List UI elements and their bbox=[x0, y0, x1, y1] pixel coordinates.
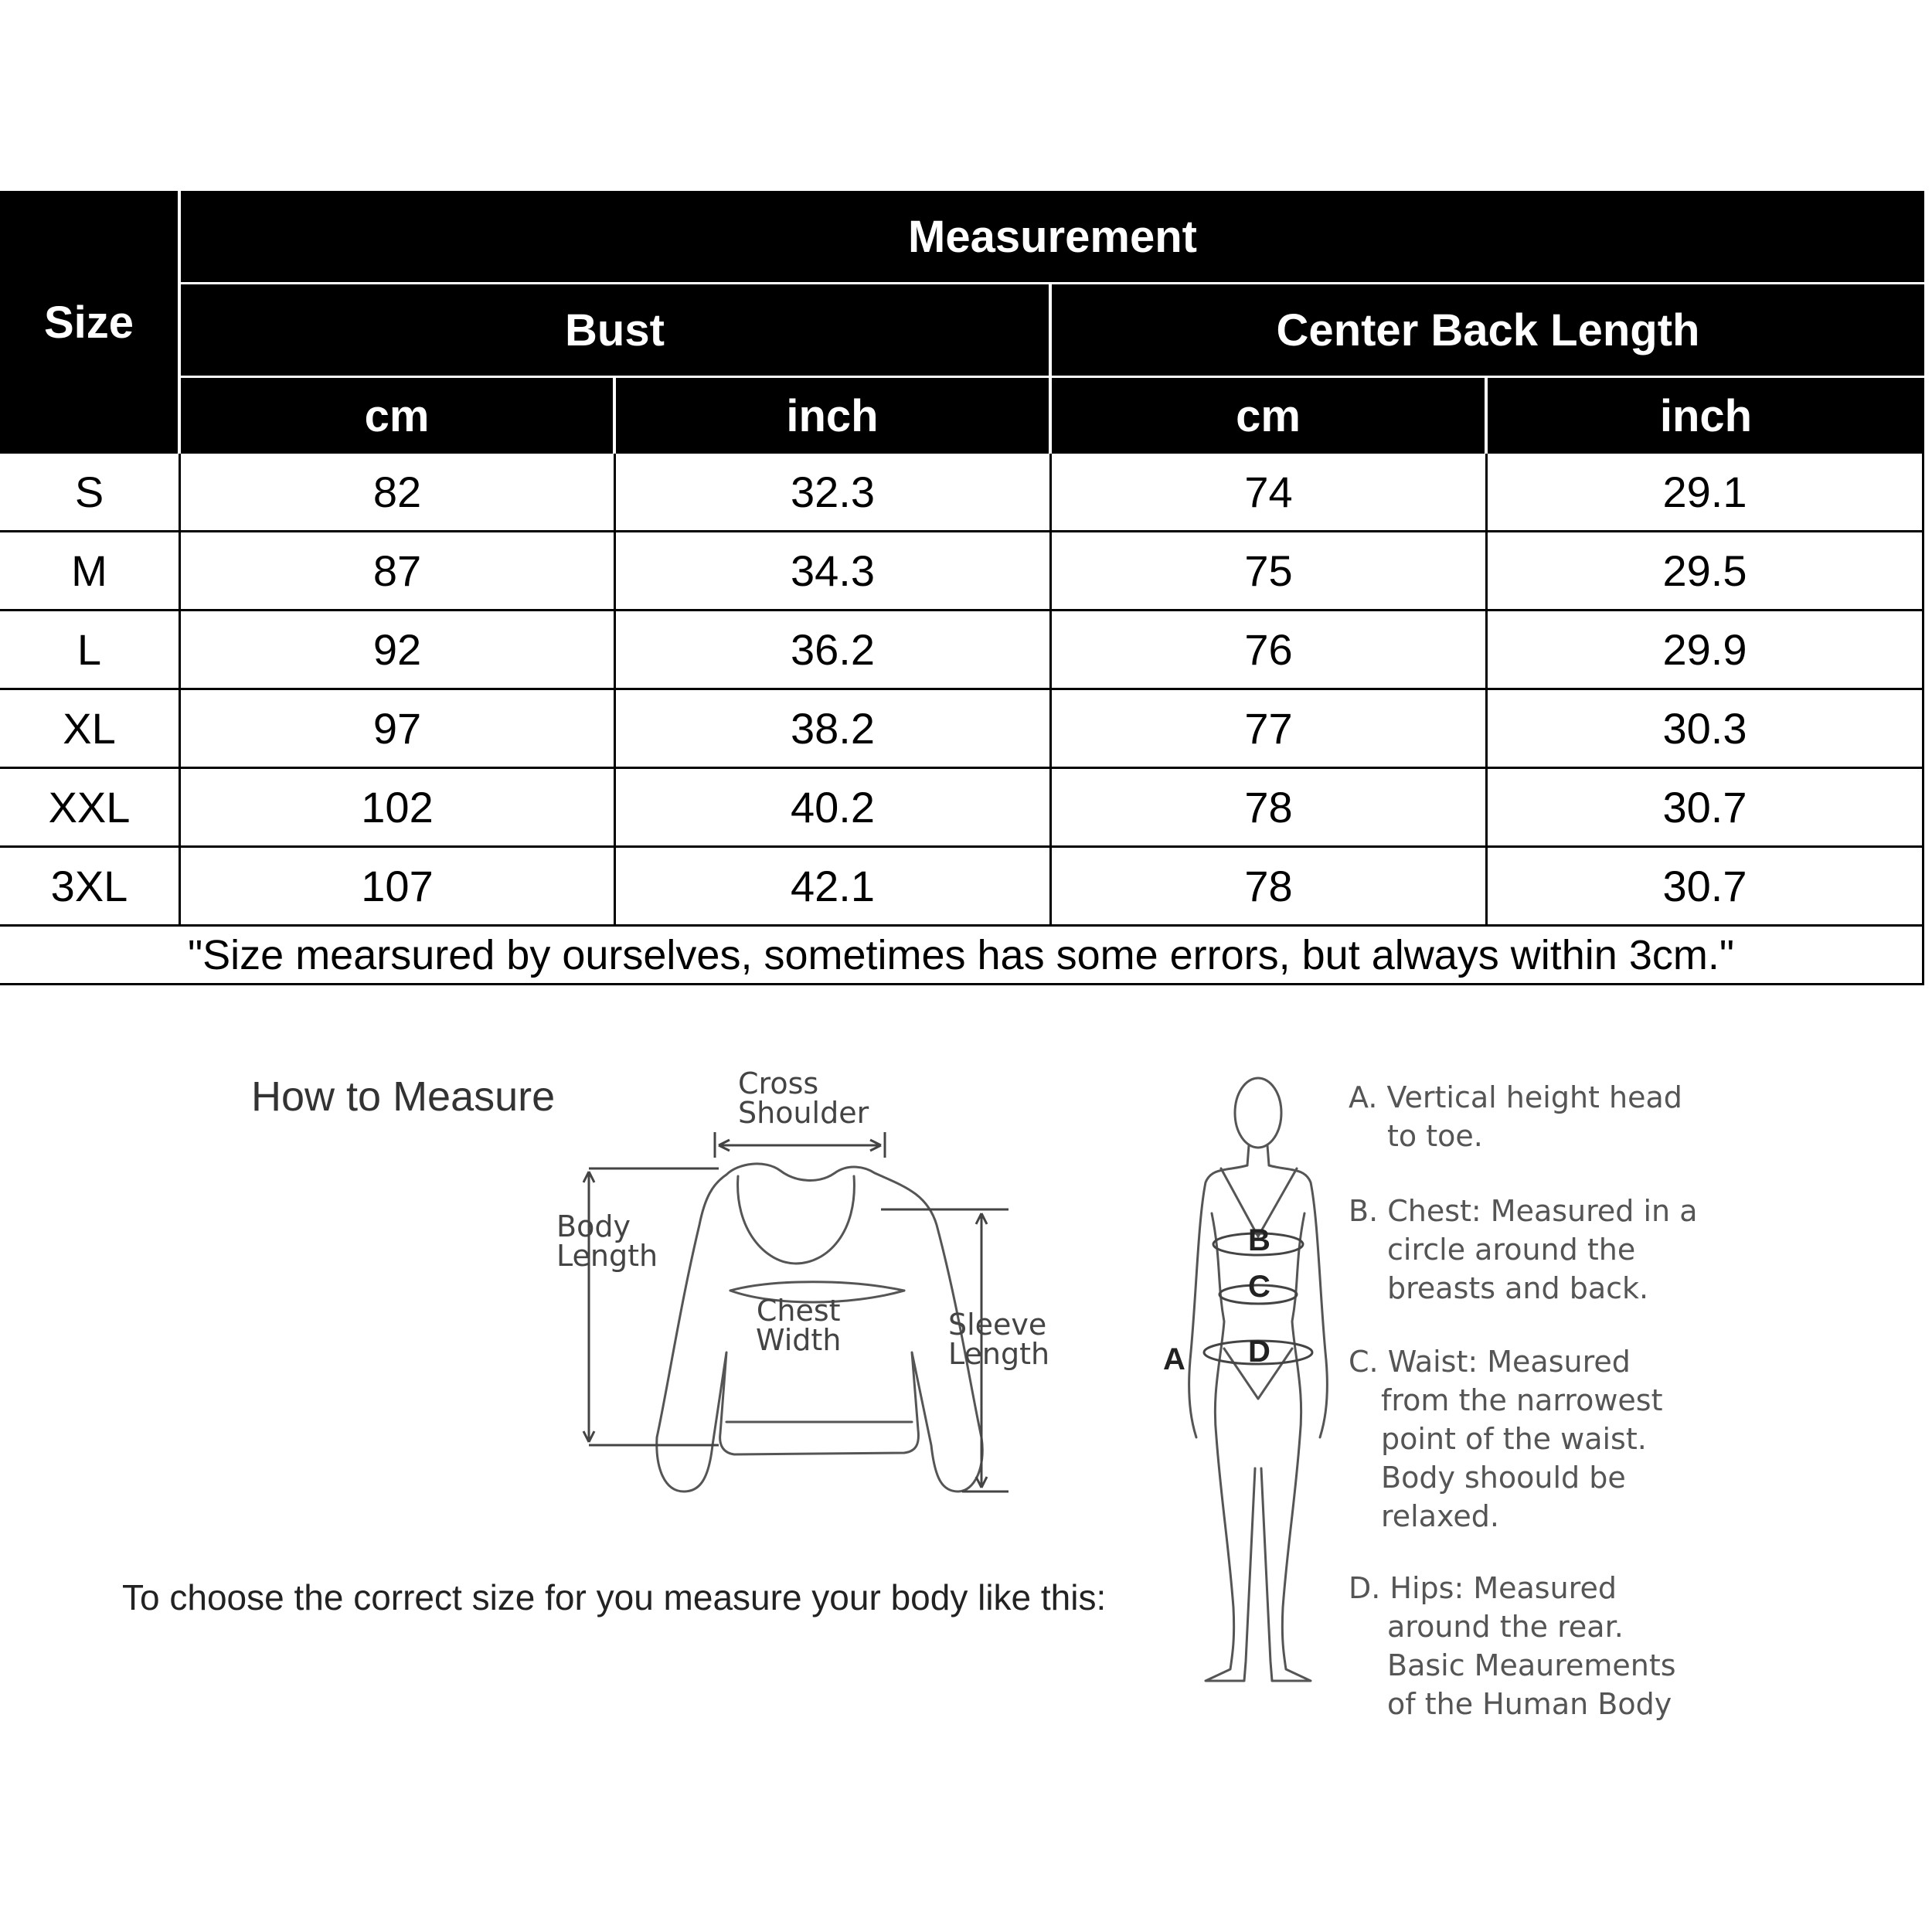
measurement-header: Measurement bbox=[181, 191, 1924, 282]
size-table bbox=[0, 191, 1924, 988]
cbl-cm-header: cm bbox=[1052, 378, 1485, 454]
value-cell: 30.7 bbox=[1488, 848, 1924, 927]
label-line: Shoulder bbox=[738, 1096, 869, 1130]
guide-c bbox=[1349, 1342, 1662, 1536]
size-header: Size bbox=[0, 191, 178, 454]
value-cell: 32.3 bbox=[616, 454, 1052, 532]
size-cell: XXL bbox=[0, 769, 181, 848]
value-cell: 76 bbox=[1052, 611, 1488, 690]
cross-shoulder-label bbox=[738, 1066, 869, 1130]
value-cell: 38.2 bbox=[616, 690, 1052, 769]
sleeve-length-label bbox=[948, 1310, 1049, 1369]
body-letter-c: C bbox=[1248, 1270, 1270, 1304]
size-note: "Size mearsured by ourselves, sometimes has some errors, but always within 3cm." bbox=[0, 927, 1924, 985]
label-line: Chest bbox=[756, 1294, 841, 1328]
body-letter-d: D bbox=[1248, 1335, 1270, 1369]
guide-line: point of the waist. bbox=[1381, 1422, 1647, 1456]
guide-line: relaxed. bbox=[1381, 1499, 1499, 1533]
value-cell: 30.3 bbox=[1488, 690, 1924, 769]
value-cell: 97 bbox=[181, 690, 616, 769]
value-cell: 36.2 bbox=[616, 611, 1052, 690]
value-cell: 74 bbox=[1052, 454, 1488, 532]
size-cell: S bbox=[0, 454, 181, 532]
instruction-text: To choose the correct size for you measure your body like this: bbox=[122, 1577, 1107, 1617]
value-cell: 102 bbox=[181, 769, 616, 848]
value-cell: 42.1 bbox=[616, 848, 1052, 927]
bust-inch-header: inch bbox=[616, 378, 1049, 454]
value-cell: 78 bbox=[1052, 769, 1488, 848]
guide-d bbox=[1349, 1569, 1676, 1723]
guide-line: from the narrowest bbox=[1381, 1383, 1663, 1417]
value-cell: 29.1 bbox=[1488, 454, 1924, 532]
label-line: Width bbox=[756, 1323, 842, 1357]
guide-line: breasts and back. bbox=[1387, 1271, 1649, 1305]
size-cell: M bbox=[0, 532, 181, 611]
chest-width-label bbox=[756, 1296, 841, 1355]
value-cell: 77 bbox=[1052, 690, 1488, 769]
guide-line: circle around the bbox=[1387, 1233, 1636, 1267]
guide-line: to toe. bbox=[1387, 1119, 1483, 1153]
guide-b bbox=[1349, 1192, 1698, 1308]
body-letter-a: A bbox=[1163, 1342, 1185, 1376]
how-to-measure-title: How to Measure bbox=[251, 1073, 556, 1120]
bust-header: Bust bbox=[181, 284, 1049, 376]
value-cell: 87 bbox=[181, 532, 616, 611]
value-cell: 29.5 bbox=[1488, 532, 1924, 611]
value-cell: 29.9 bbox=[1488, 611, 1924, 690]
label-line: Sleeve bbox=[948, 1308, 1047, 1342]
guide-line: Basic Meaurements bbox=[1387, 1648, 1676, 1682]
body-figure bbox=[1159, 1066, 1345, 1692]
label-line: Body bbox=[556, 1209, 631, 1243]
guide-line: Body shoould be bbox=[1381, 1461, 1626, 1495]
guide-line: C. Waist: Measured bbox=[1349, 1345, 1631, 1379]
value-cell: 82 bbox=[181, 454, 616, 532]
value-cell: 78 bbox=[1052, 848, 1488, 927]
size-cell: 3XL bbox=[0, 848, 181, 927]
value-cell: 40.2 bbox=[616, 769, 1052, 848]
cbl-inch-header: inch bbox=[1488, 378, 1924, 454]
body-length-label bbox=[556, 1209, 658, 1273]
value-cell: 107 bbox=[181, 848, 616, 927]
bust-cm-header: cm bbox=[181, 378, 613, 454]
value-cell: 92 bbox=[181, 611, 616, 690]
guide-line: of the Human Body bbox=[1387, 1687, 1672, 1721]
center-back-length-header: Center Back Length bbox=[1052, 284, 1924, 376]
label-line: Length bbox=[948, 1337, 1050, 1371]
label-line: Cross bbox=[738, 1066, 819, 1100]
guide-line: around the rear. bbox=[1387, 1610, 1624, 1644]
value-cell: 75 bbox=[1052, 532, 1488, 611]
size-cell: XL bbox=[0, 690, 181, 769]
guide-line: D. Hips: Measured bbox=[1349, 1571, 1617, 1605]
value-cell: 30.7 bbox=[1488, 769, 1924, 848]
guide-line: B. Chest: Measured in a bbox=[1349, 1194, 1698, 1228]
body-letter-b: B bbox=[1248, 1223, 1270, 1257]
size-cell: L bbox=[0, 611, 181, 690]
value-cell: 34.3 bbox=[616, 532, 1052, 611]
label-line: Length bbox=[556, 1239, 658, 1273]
guide-line: A. Vertical height head bbox=[1349, 1080, 1682, 1114]
guide-a bbox=[1349, 1078, 1682, 1155]
